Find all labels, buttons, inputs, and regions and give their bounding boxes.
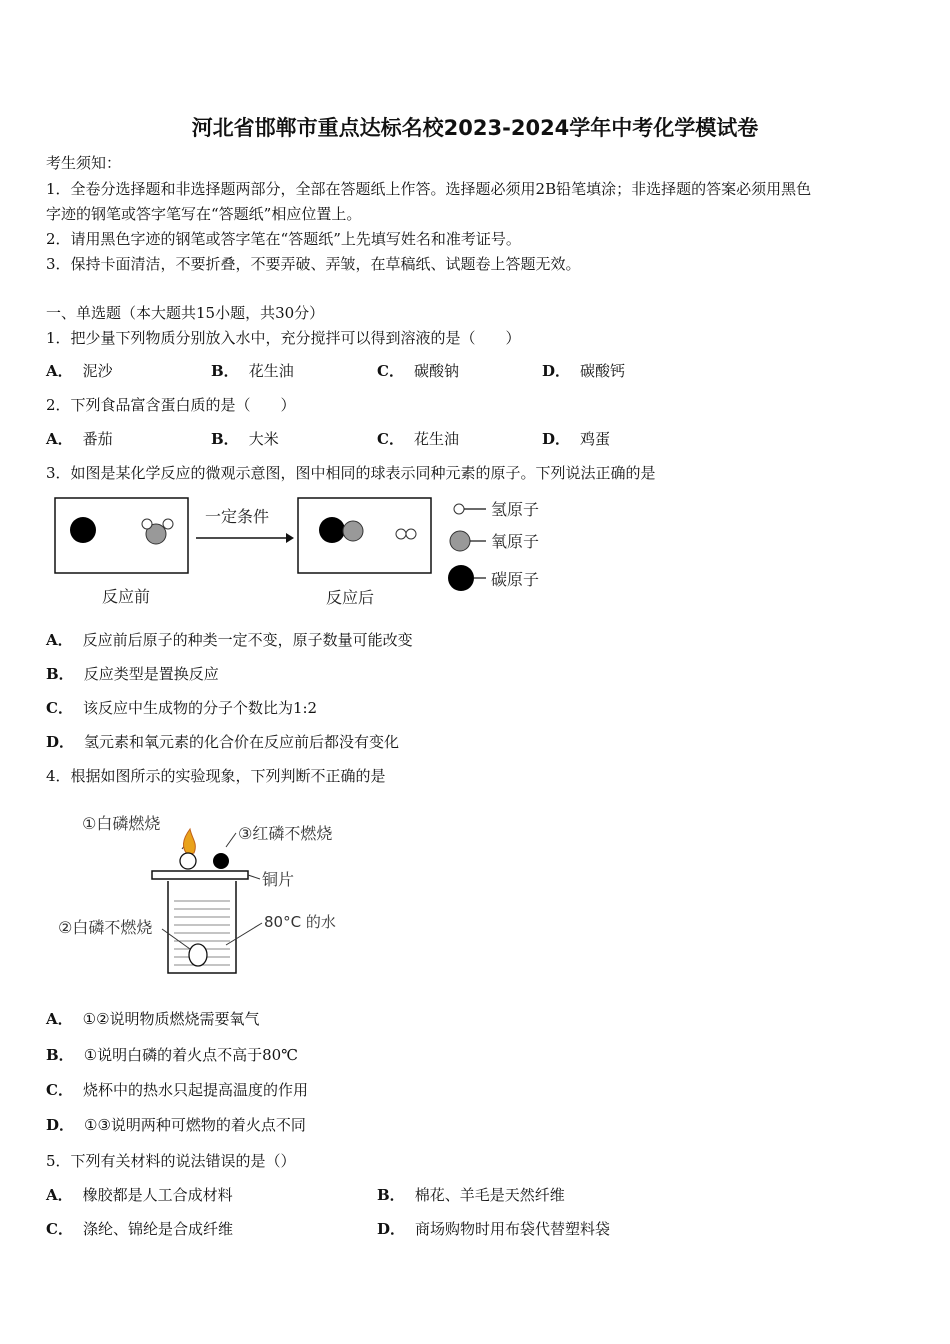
label-white-phosphorus-not-burning: ②白磷不燃烧 — [58, 918, 153, 937]
label-white-phosphorus-burning: ①白磷燃烧 — [82, 814, 161, 833]
label-copper: 铜片 — [262, 870, 295, 889]
flame-icon — [184, 829, 196, 855]
q2-option-b[interactable]: B． 大米 — [211, 430, 279, 448]
q2-option-d[interactable]: D． 鸡蛋 — [542, 430, 611, 448]
notice-item-3: 3．保持卡面清洁，不要折叠，不要弄破、弄皱，在草稿纸、试题卷上答题无效。 — [46, 255, 581, 273]
q5-option-d[interactable]: D． 商场购物时用布袋代替塑料袋 — [377, 1220, 611, 1238]
q1-option-a[interactable]: A． 泥沙 — [46, 362, 113, 380]
white-phosphorus-icon — [180, 853, 196, 869]
q4-option-d[interactable]: D． ①③说明两种可燃物的着火点不同 — [46, 1116, 306, 1134]
question-1-stem: 1．把少量下列物质分别放入水中，充分搅拌可以得到溶液的是（ ） — [46, 329, 521, 347]
copper-plate — [152, 871, 248, 879]
label-after: 反应后 — [326, 588, 375, 607]
legend-carbon: 碳原子 — [491, 570, 540, 589]
oxygen-legend-icon — [450, 531, 470, 551]
legend-oxygen: 氧原子 — [491, 532, 540, 551]
q4-option-a[interactable]: A． ①②说明物质燃烧需要氧气 — [46, 1010, 260, 1028]
label-condition: 一定条件 — [205, 507, 270, 526]
combustion-experiment-diagram — [50, 805, 350, 985]
hydrogen-atom-icon — [396, 529, 406, 539]
section-heading: 一、单选题（本大题共15小题，共30分） — [46, 304, 325, 322]
page-title: 河北省邯郸市重点达标名校2023-2024学年中考化学模试卷 — [191, 116, 759, 140]
carbon-atom-icon — [319, 517, 345, 543]
hydrogen-atom-icon — [142, 519, 152, 529]
notice-item-1-cont: 字迹的钢笔或答字笔写在“答题纸”相应位置上。 — [46, 205, 362, 223]
q3-option-d[interactable]: D． 氢元素和氧元素的化合价在反应前后都没有变化 — [46, 733, 400, 751]
question-3-stem: 3．如图是某化学反应的微观示意图，图中相同的球表示同种元素的原子。下列说法正确的是 — [46, 464, 656, 482]
label-hot-water: 80°C 的水 — [264, 913, 336, 931]
q1-option-c[interactable]: C． 碳酸钠 — [377, 362, 459, 380]
question-4-stem: 4．根据如图所示的实验现象，下列判断不正确的是 — [46, 767, 386, 785]
notice-item-1: 1．全卷分选择题和非选择题两部分，全部在答题纸上作答。选择题必须用2B铅笔填涂；非选择题的答案必须用黑色 — [46, 180, 812, 198]
q2-option-a[interactable]: A． 番茄 — [46, 430, 113, 448]
label-red-phosphorus: ③红磷不燃烧 — [238, 824, 333, 843]
arrow-head-icon — [286, 533, 294, 543]
notice-heading: 考生须知： — [46, 154, 122, 172]
q2-option-c[interactable]: C． 花生油 — [377, 430, 459, 448]
hydrogen-legend-icon — [454, 504, 464, 514]
oxygen-atom-icon — [343, 521, 363, 541]
question-5-stem: 5．下列有关材料的说法错误的是（） — [46, 1152, 296, 1170]
q5-option-a[interactable]: A． 橡胶都是人工合成材料 — [46, 1186, 233, 1204]
q1-option-b[interactable]: B． 花生油 — [211, 362, 294, 380]
q3-option-b[interactable]: B． 反应类型是置换反应 — [46, 665, 219, 683]
q4-option-c[interactable]: C． 烧杯中的热水只起提高温度的作用 — [46, 1081, 308, 1099]
q1-option-d[interactable]: D． 碳酸钙 — [542, 362, 626, 380]
q5-option-c[interactable]: C． 涤纶、锦纶是合成纤维 — [46, 1220, 233, 1238]
carbon-atom-icon — [70, 517, 96, 543]
q5-option-b[interactable]: B． 棉花、羊毛是天然纤维 — [377, 1186, 565, 1204]
label-before: 反应前 — [102, 587, 151, 606]
q4-option-b[interactable]: B． ①说明白磷的着火点不高于80℃ — [46, 1046, 299, 1064]
carbon-legend-icon — [448, 565, 474, 591]
red-phosphorus-icon — [213, 853, 229, 869]
notice-item-2: 2．请用黑色字迹的钢笔或答字笔在“答题纸”上先填写姓名和准考证号。 — [46, 230, 521, 248]
legend-hydrogen: 氢原子 — [491, 500, 540, 519]
hydrogen-atom-icon — [163, 519, 173, 529]
submerged-phosphorus-icon — [189, 944, 207, 966]
question-2-stem: 2．下列食品富含蛋白质的是（ ） — [46, 396, 296, 414]
reaction-diagram — [50, 492, 570, 617]
hydrogen-atom-icon — [406, 529, 416, 539]
q3-option-a[interactable]: A． 反应前后原子的种类一定不变，原子数量可能改变 — [46, 631, 413, 649]
q3-option-c[interactable]: C． 该反应中生成物的分子个数比为1:2 — [46, 699, 318, 717]
